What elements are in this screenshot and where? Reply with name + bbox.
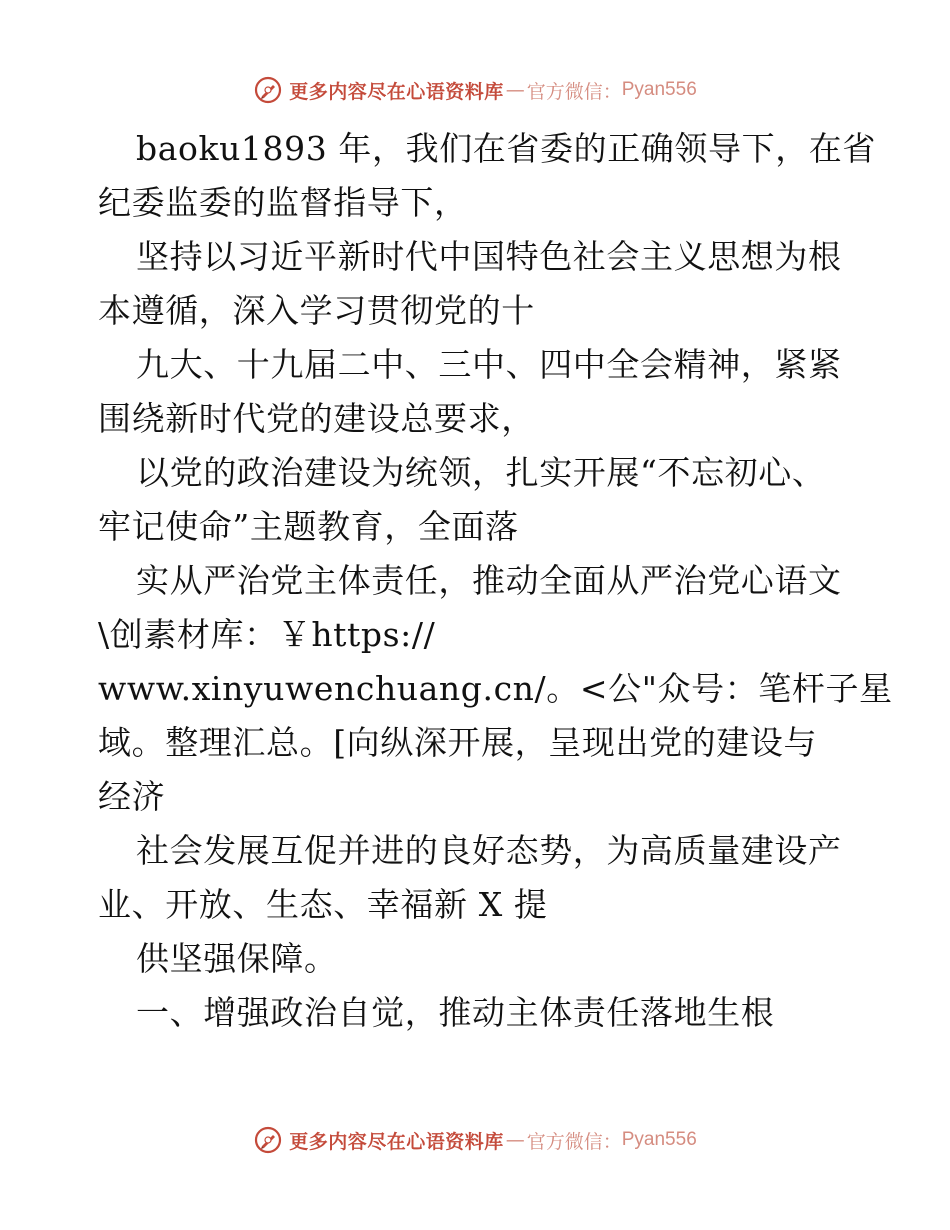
text-line: \创素材库：￥https:// <box>98 615 436 654</box>
text-line: 纪委监委的监督指导下， <box>98 183 468 222</box>
text-line: www.xinyuwenchuang.cn/。<公"众号：笔杆子星 <box>98 669 893 708</box>
text-line: 以党的政治建设为统领，扎实开展“不忘初心、 <box>136 453 826 492</box>
text-line: 本遵循，深入学习贯彻党的十 <box>98 291 535 330</box>
pen-logo-icon <box>253 75 283 105</box>
header-watermark <box>0 70 950 110</box>
text-line: 牢记使命”主题教育，全面落 <box>98 507 519 546</box>
document-body <box>98 122 893 1040</box>
text-line: 围绕新时代党的建设总要求， <box>98 399 535 438</box>
watermark-main: 更多内容尽在心语资料库 <box>289 1130 504 1153</box>
text-line: 经济 <box>98 777 166 816</box>
text-line: 域。整理汇总。[向纵深开展，呈现出党的建设与 <box>98 723 818 762</box>
watermark-dash: — <box>505 79 525 101</box>
watermark-text <box>289 1127 697 1154</box>
text-line: 社会发展互促并进的良好态势，为高质量建设产 <box>136 831 842 870</box>
footer-watermark <box>0 1120 950 1160</box>
text-line: 供坚强保障。 <box>136 939 338 978</box>
watermark-wechat-id: Pyan556 <box>621 1129 697 1150</box>
text-line: 坚持以习近平新时代中国特色社会主义思想为根 <box>136 237 842 276</box>
text-line: baoku1893 年，我们在省委的正确领导下，在省 <box>136 129 876 168</box>
pen-logo-icon <box>253 1125 283 1155</box>
watermark-text <box>289 77 697 104</box>
watermark-dash: — <box>505 1129 525 1151</box>
watermark-main: 更多内容尽在心语资料库 <box>289 80 504 103</box>
watermark-official: 官方微信： <box>526 1130 622 1153</box>
watermark-wechat-id: Pyan556 <box>621 79 697 100</box>
text-line: 业、开放、生态、幸福新 X 提 <box>98 885 548 924</box>
text-line: 九大、十九届二中、三中、四中全会精神，紧紧 <box>136 345 842 384</box>
text-line: 一、增强政治自觉，推动主体责任落地生根 <box>136 993 775 1032</box>
text-line: 实从严治党主体责任，推动全面从严治党心语文 <box>136 561 842 600</box>
watermark-official: 官方微信： <box>526 80 622 103</box>
